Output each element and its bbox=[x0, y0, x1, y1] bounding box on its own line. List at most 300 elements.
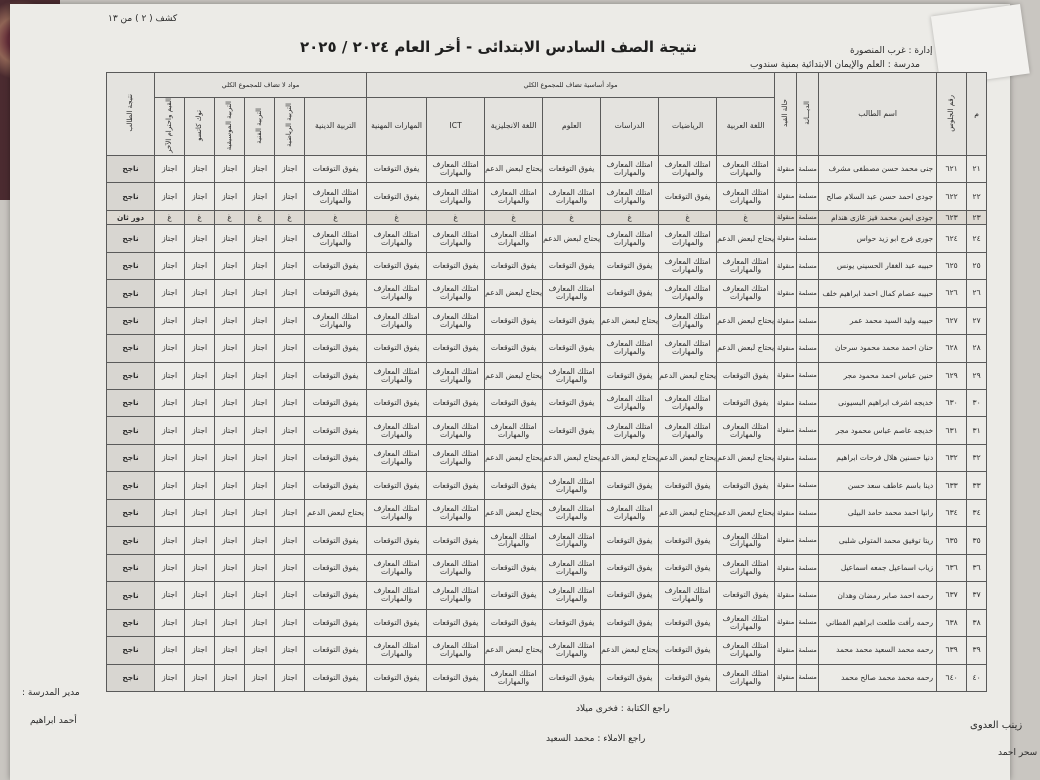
grade-cell: يفوق التوقعات bbox=[367, 527, 427, 554]
grade-cell: يفوق التوقعات bbox=[367, 664, 427, 691]
table-row bbox=[107, 335, 987, 362]
pass-cell: اجتاز bbox=[245, 335, 275, 362]
grade-cell: امتلك المعارف والمهارات bbox=[427, 280, 485, 307]
result-cell: ناجح bbox=[107, 362, 155, 389]
grade-cell: امتلك المعارف والمهارات bbox=[717, 155, 775, 182]
seat-number: ٦٢٧ bbox=[937, 307, 967, 334]
grade-cell: يفوق التوقعات bbox=[543, 335, 601, 362]
grade-cell: امتلك المعارف والمهارات bbox=[601, 390, 659, 417]
pass-cell: اجتاز bbox=[155, 664, 185, 691]
header-english: اللغة الانجليزية bbox=[485, 98, 543, 156]
grade-cell: غ bbox=[717, 210, 775, 225]
grade-cell: امتلك المعارف والمهارات bbox=[305, 225, 367, 252]
grade-cell: يفوق التوقعات bbox=[659, 554, 717, 581]
pass-cell: اجتاز bbox=[215, 335, 245, 362]
pass-cell: اجتاز bbox=[185, 390, 215, 417]
header-seat: رقم الجلوس bbox=[946, 94, 955, 132]
pass-cell: اجتاز bbox=[215, 280, 245, 307]
grade-cell: امتلك المعارف والمهارات bbox=[367, 499, 427, 526]
grade-cell: امتلك المعارف والمهارات bbox=[485, 664, 543, 691]
row-number: ٢٣ bbox=[967, 210, 987, 225]
religion-cell: مسلمة bbox=[797, 609, 819, 636]
pass-cell: اجتاز bbox=[275, 307, 305, 334]
grade-cell: غ bbox=[601, 210, 659, 225]
pass-cell: اجتاز bbox=[155, 444, 185, 471]
grade-cell: يفوق التوقعات bbox=[305, 527, 367, 554]
grade-cell: امتلك المعارف والمهارات bbox=[427, 307, 485, 334]
religion-cell: مسلمة bbox=[797, 554, 819, 581]
grade-cell: امتلك المعارف والمهارات bbox=[367, 417, 427, 444]
grade-cell: يفوق التوقعات bbox=[427, 472, 485, 499]
grade-cell: يحتاج لبعض الدعم bbox=[485, 444, 543, 471]
grade-cell: امتلك المعارف والمهارات bbox=[427, 582, 485, 609]
header-ict: ICT bbox=[427, 98, 485, 156]
pass-cell: غ bbox=[155, 210, 185, 225]
grade-cell: يفوق التوقعات bbox=[427, 609, 485, 636]
grade-cell: يحتاج لبعض الدعم bbox=[601, 637, 659, 664]
grade-cell: امتلك المعارف والمهارات bbox=[305, 183, 367, 210]
pass-cell: اجتاز bbox=[275, 637, 305, 664]
grade-cell: يحتاج لبعض الدعم bbox=[717, 225, 775, 252]
result-cell: ناجح bbox=[107, 444, 155, 471]
row-number: ٢١ bbox=[967, 155, 987, 182]
result-cell: ناجح bbox=[107, 280, 155, 307]
grade-cell: يحتاج لبعض الدعم bbox=[717, 335, 775, 362]
row-number: ٢٦ bbox=[967, 280, 987, 307]
grade-cell: امتلك المعارف والمهارات bbox=[427, 225, 485, 252]
seat-number: ٦٢١ bbox=[937, 155, 967, 182]
seat-number: ٦٢٨ bbox=[937, 335, 967, 362]
school-label: مدرسة : العلم والإيمان الابتدائية بمنية سندوب bbox=[750, 60, 920, 70]
header-religion: الديـــانة bbox=[802, 101, 811, 125]
table-row bbox=[107, 390, 987, 417]
student-name: رحمه رأفت طلعت ابراهيم الفطاني bbox=[819, 609, 937, 636]
pass-cell: اجتاز bbox=[275, 554, 305, 581]
pass-cell: اجتاز bbox=[185, 307, 215, 334]
status-cell: منقولة bbox=[775, 155, 797, 182]
header-music: التربية الموسيقية bbox=[224, 100, 233, 151]
grade-cell: امتلك المعارف والمهارات bbox=[427, 417, 485, 444]
grade-cell: امتلك المعارف والمهارات bbox=[543, 362, 601, 389]
grade-cell: يفوق التوقعات bbox=[601, 554, 659, 581]
grade-cell: يفوق التوقعات bbox=[367, 252, 427, 279]
signature-right-name: زينب العدوى bbox=[970, 720, 1023, 731]
grade-cell: يفوق التوقعات bbox=[367, 155, 427, 182]
grade-cell: امتلك المعارف والمهارات bbox=[601, 499, 659, 526]
grade-cell: يفوق التوقعات bbox=[543, 390, 601, 417]
table-row bbox=[107, 252, 987, 279]
student-name: دينا باسم عاطف سعد حسن bbox=[819, 472, 937, 499]
pass-cell: اجتاز bbox=[155, 527, 185, 554]
student-name: خديجه اشرف ابراهيم البسيونى bbox=[819, 390, 937, 417]
student-name: جودى احمد حسن عبد السلام صالح bbox=[819, 183, 937, 210]
religion-cell: مسلمة bbox=[797, 637, 819, 664]
seat-number: ٦٢٤ bbox=[937, 225, 967, 252]
page-number: كشف ( ٢ ) من ١٣ bbox=[108, 14, 178, 24]
grade-cell: امتلك المعارف والمهارات bbox=[427, 554, 485, 581]
grade-cell: يفوق التوقعات bbox=[305, 444, 367, 471]
grade-cell: امتلك المعارف والمهارات bbox=[427, 637, 485, 664]
row-number: ٣٧ bbox=[967, 582, 987, 609]
header-name: اسم الطالب bbox=[819, 73, 937, 156]
religion-cell: مسلمة bbox=[797, 225, 819, 252]
grade-cell: يفوق التوقعات bbox=[427, 664, 485, 691]
grade-cell: يحتاج لبعض الدعم bbox=[659, 362, 717, 389]
student-name: زياب اسماعيل جمعه اسماعيل bbox=[819, 554, 937, 581]
grade-cell: يفوق التوقعات bbox=[367, 335, 427, 362]
result-cell: ناجح bbox=[107, 335, 155, 362]
group-extra: مواد لا تضاف للمجموع الكلي bbox=[155, 73, 367, 98]
grade-cell: امتلك المعارف والمهارات bbox=[305, 307, 367, 334]
pass-cell: اجتاز bbox=[155, 335, 185, 362]
pass-cell: اجتاز bbox=[185, 155, 215, 182]
status-cell: منقولة bbox=[775, 444, 797, 471]
grade-cell: امتلك المعارف والمهارات bbox=[543, 527, 601, 554]
grade-cell: امتلك المعارف والمهارات bbox=[717, 183, 775, 210]
group-basic: مواد أساسية تضاف للمجموع الكلي bbox=[367, 73, 775, 98]
grade-cell: غ bbox=[367, 210, 427, 225]
seat-number: ٦٣٧ bbox=[937, 582, 967, 609]
administration-label: إدارة : غرب المنصورة bbox=[850, 46, 933, 56]
religion-cell: مسلمة bbox=[797, 499, 819, 526]
status-cell: منقولة bbox=[775, 472, 797, 499]
religion-cell: مسلمة bbox=[797, 582, 819, 609]
grade-cell: يفوق التوقعات bbox=[367, 472, 427, 499]
grade-cell: امتلك المعارف والمهارات bbox=[543, 582, 601, 609]
pass-cell: اجتاز bbox=[185, 335, 215, 362]
table-row bbox=[107, 183, 987, 210]
page-title: نتيجة الصف السادس الابتدائى - أخر العام ٢٠٢٤ / ٢٠٢٥ bbox=[300, 38, 698, 56]
pass-cell: اجتاز bbox=[155, 499, 185, 526]
pass-cell: اجتاز bbox=[275, 252, 305, 279]
grade-cell: يحتاج لبعض الدعم bbox=[601, 307, 659, 334]
grade-cell: امتلك المعارف والمهارات bbox=[367, 362, 427, 389]
result-cell: ناجح bbox=[107, 664, 155, 691]
grade-cell: امتلك المعارف والمهارات bbox=[367, 307, 427, 334]
student-name: رحمه محمد محمد صالح محمد bbox=[819, 664, 937, 691]
pass-cell: اجتاز bbox=[275, 417, 305, 444]
seat-number: ٦٢٢ bbox=[937, 183, 967, 210]
grade-cell: يفوق التوقعات bbox=[601, 472, 659, 499]
pass-cell: اجتاز bbox=[215, 417, 245, 444]
grade-cell: يفوق التوقعات bbox=[485, 252, 543, 279]
pass-cell: اجتاز bbox=[185, 582, 215, 609]
pass-cell: اجتاز bbox=[275, 527, 305, 554]
religion-cell: مسلمة bbox=[797, 362, 819, 389]
pass-cell: اجتاز bbox=[275, 225, 305, 252]
row-number: ٣٦ bbox=[967, 554, 987, 581]
grade-cell: يفوق التوقعات bbox=[543, 417, 601, 444]
religion-cell: مسلمة bbox=[797, 417, 819, 444]
pass-cell: غ bbox=[275, 210, 305, 225]
grade-cell: يفوق التوقعات bbox=[543, 609, 601, 636]
grade-cell: يحتاج لبعض الدعم bbox=[543, 225, 601, 252]
grade-cell: يفوق التوقعات bbox=[305, 582, 367, 609]
grade-cell: امتلك المعارف والمهارات bbox=[717, 280, 775, 307]
seat-number: ٦٣٠ bbox=[937, 390, 967, 417]
pass-cell: اجتاز bbox=[185, 444, 215, 471]
principal-label: مدير المدرسة : bbox=[22, 688, 80, 698]
student-name: ريتا توفيق محمد المتولى شلبى bbox=[819, 527, 937, 554]
grade-cell: امتلك المعارف والمهارات bbox=[717, 637, 775, 664]
student-name: رانيا احمد محمد حامد البيلى bbox=[819, 499, 937, 526]
grade-cell: امتلك المعارف والمهارات bbox=[427, 444, 485, 471]
pass-cell: اجتاز bbox=[245, 225, 275, 252]
header-art: التربية الفنية bbox=[254, 107, 263, 144]
seat-number: ٦٣٨ bbox=[937, 609, 967, 636]
pass-cell: اجتاز bbox=[215, 609, 245, 636]
row-number: ٣٨ bbox=[967, 609, 987, 636]
pass-cell: اجتاز bbox=[155, 637, 185, 664]
pass-cell: اجتاز bbox=[185, 637, 215, 664]
grade-cell: امتلك المعارف والمهارات bbox=[367, 225, 427, 252]
student-name: جودى ايمن محمد فيز غازى هندام bbox=[819, 210, 937, 225]
pass-cell: اجتاز bbox=[215, 155, 245, 182]
religion-cell: مسلمة bbox=[797, 307, 819, 334]
grade-cell: امتلك المعارف والمهارات bbox=[543, 554, 601, 581]
pass-cell: اجتاز bbox=[155, 280, 185, 307]
pass-cell: اجتاز bbox=[185, 527, 215, 554]
status-cell: منقولة bbox=[775, 362, 797, 389]
seat-number: ٦٤٠ bbox=[937, 664, 967, 691]
table-row bbox=[107, 472, 987, 499]
status-cell: منقولة bbox=[775, 527, 797, 554]
status-cell: منقولة bbox=[775, 280, 797, 307]
pass-cell: اجتاز bbox=[185, 183, 215, 210]
writing-review: راجع الكتابة : فخرى ميلاد bbox=[576, 704, 670, 714]
grade-cell: يفوق التوقعات bbox=[659, 472, 717, 499]
row-number: ٣٣ bbox=[967, 472, 987, 499]
table-row bbox=[107, 582, 987, 609]
result-cell: ناجح bbox=[107, 390, 155, 417]
row-number: ٢٢ bbox=[967, 183, 987, 210]
grade-cell: امتلك المعارف والمهارات bbox=[485, 417, 543, 444]
pass-cell: اجتاز bbox=[245, 252, 275, 279]
pass-cell: اجتاز bbox=[245, 307, 275, 334]
status-cell: منقولة bbox=[775, 183, 797, 210]
grade-cell: امتلك المعارف والمهارات bbox=[659, 390, 717, 417]
status-cell: منقولة bbox=[775, 499, 797, 526]
results-sheet bbox=[10, 4, 1038, 780]
pass-cell: اجتاز bbox=[245, 280, 275, 307]
grade-cell: امتلك المعارف والمهارات bbox=[485, 225, 543, 252]
pass-cell: اجتاز bbox=[155, 582, 185, 609]
result-cell: ناجح bbox=[107, 527, 155, 554]
student-name: رحمه محمد السعيد محمد محمد bbox=[819, 637, 937, 664]
grade-cell: يفوق التوقعات bbox=[543, 155, 601, 182]
header-m: م bbox=[967, 73, 987, 156]
grade-cell: يحتاج لبعض الدعم bbox=[717, 499, 775, 526]
grade-cell: امتلك المعارف والمهارات bbox=[717, 664, 775, 691]
pass-cell: اجتاز bbox=[245, 637, 275, 664]
grade-cell: يفوق التوقعات bbox=[305, 637, 367, 664]
grade-cell: يفوق التوقعات bbox=[367, 183, 427, 210]
student-name: رحمه احمد صابر رمضان وهدان bbox=[819, 582, 937, 609]
grade-cell: يفوق التوقعات bbox=[305, 362, 367, 389]
grade-cell: امتلك المعارف والمهارات bbox=[367, 554, 427, 581]
status-cell: منقولة bbox=[775, 335, 797, 362]
pass-cell: اجتاز bbox=[275, 280, 305, 307]
pass-cell: اجتاز bbox=[215, 637, 245, 664]
table-row bbox=[107, 417, 987, 444]
grade-cell: امتلك المعارف والمهارات bbox=[717, 554, 775, 581]
pass-cell: اجتاز bbox=[245, 554, 275, 581]
status-cell: منقولة bbox=[775, 609, 797, 636]
pass-cell: اجتاز bbox=[185, 252, 215, 279]
table-row bbox=[107, 210, 987, 225]
grade-cell: يفوق التوقعات bbox=[601, 582, 659, 609]
result-cell: ناجح bbox=[107, 554, 155, 581]
grade-cell: يفوق التوقعات bbox=[427, 390, 485, 417]
header-tok: توك كاتسو bbox=[194, 110, 203, 141]
pass-cell: اجتاز bbox=[215, 362, 245, 389]
pass-cell: اجتاز bbox=[155, 307, 185, 334]
status-cell: منقولة bbox=[775, 252, 797, 279]
grade-cell: امتلك المعارف والمهارات bbox=[601, 155, 659, 182]
religion-cell: مسلمة bbox=[797, 472, 819, 499]
grade-cell: امتلك المعارف والمهارات bbox=[543, 637, 601, 664]
pass-cell: اجتاز bbox=[155, 390, 185, 417]
pass-cell: اجتاز bbox=[245, 527, 275, 554]
student-name: خديجه عاصم عباس محمود مجر bbox=[819, 417, 937, 444]
row-number: ٢٧ bbox=[967, 307, 987, 334]
grade-cell: يفوق التوقعات bbox=[305, 664, 367, 691]
grade-cell: امتلك المعارف والمهارات bbox=[659, 417, 717, 444]
student-name: حبيبه وليد السيد محمد عمر bbox=[819, 307, 937, 334]
religion-cell: مسلمة bbox=[797, 390, 819, 417]
header-result: نتيجة الطالب bbox=[125, 94, 134, 132]
grade-cell: يفوق التوقعات bbox=[717, 362, 775, 389]
grade-cell: يفوق التوقعات bbox=[485, 335, 543, 362]
religion-cell: مسلمة bbox=[797, 252, 819, 279]
student-name: جورى فرج ابو زيد حواس bbox=[819, 225, 937, 252]
table-row bbox=[107, 637, 987, 664]
row-number: ٣٥ bbox=[967, 527, 987, 554]
grade-cell: امتلك المعارف والمهارات bbox=[659, 155, 717, 182]
grade-cell: امتلك المعارف والمهارات bbox=[717, 527, 775, 554]
table-row bbox=[107, 444, 987, 471]
status-cell: منقولة bbox=[775, 417, 797, 444]
pass-cell: اجتاز bbox=[275, 183, 305, 210]
pass-cell: اجتاز bbox=[155, 554, 185, 581]
pass-cell: اجتاز bbox=[215, 444, 245, 471]
grade-cell: يحتاج لبعض الدعم bbox=[717, 444, 775, 471]
grade-cell: يفوق التوقعات bbox=[717, 472, 775, 499]
pass-cell: اجتاز bbox=[185, 417, 215, 444]
pass-cell: اجتاز bbox=[215, 527, 245, 554]
seat-number: ٦٣٣ bbox=[937, 472, 967, 499]
pass-cell: غ bbox=[185, 210, 215, 225]
header-science: العلوم bbox=[543, 98, 601, 156]
grade-cell: يفوق التوقعات bbox=[601, 609, 659, 636]
pass-cell: اجتاز bbox=[155, 472, 185, 499]
pass-cell: اجتاز bbox=[275, 390, 305, 417]
pass-cell: اجتاز bbox=[215, 472, 245, 499]
pass-cell: اجتاز bbox=[275, 362, 305, 389]
religion-cell: مسلمة bbox=[797, 155, 819, 182]
religion-cell: مسلمة bbox=[797, 210, 819, 225]
results-table bbox=[106, 72, 987, 692]
table-row bbox=[107, 527, 987, 554]
pass-cell: اجتاز bbox=[275, 582, 305, 609]
pass-cell: اجتاز bbox=[275, 609, 305, 636]
pass-cell: اجتاز bbox=[245, 664, 275, 691]
grade-cell: امتلك المعارف والمهارات bbox=[485, 527, 543, 554]
religion-cell: مسلمة bbox=[797, 183, 819, 210]
grade-cell: يفوق التوقعات bbox=[601, 280, 659, 307]
grade-cell: يفوق التوقعات bbox=[659, 664, 717, 691]
grade-cell: يفوق التوقعات bbox=[601, 664, 659, 691]
grade-cell: يفوق التوقعات bbox=[659, 637, 717, 664]
result-cell: ناجح bbox=[107, 252, 155, 279]
grade-cell: يفوق التوقعات bbox=[305, 155, 367, 182]
result-cell: ناجح bbox=[107, 183, 155, 210]
grade-cell: يفوق التوقعات bbox=[367, 390, 427, 417]
grade-cell: يحتاج لبعض الدعم bbox=[485, 637, 543, 664]
result-cell: ناجح bbox=[107, 307, 155, 334]
grade-cell: يحتاج لبعض الدعم bbox=[659, 444, 717, 471]
seat-number: ٦٣٥ bbox=[937, 527, 967, 554]
grade-cell: يحتاج لبعض الدعم bbox=[485, 155, 543, 182]
pass-cell: اجتاز bbox=[215, 499, 245, 526]
grade-cell: امتلك المعارف والمهارات bbox=[543, 183, 601, 210]
student-name: حنان احمد محمد محمود سرحان bbox=[819, 335, 937, 362]
pass-cell: اجتاز bbox=[155, 183, 185, 210]
grade-cell: يفوق التوقعات bbox=[305, 417, 367, 444]
grade-cell: يفوق التوقعات bbox=[305, 472, 367, 499]
pass-cell: اجتاز bbox=[155, 609, 185, 636]
grade-cell: امتلك المعارف والمهارات bbox=[717, 417, 775, 444]
grade-cell: امتلك المعارف والمهارات bbox=[659, 252, 717, 279]
row-number: ٣٠ bbox=[967, 390, 987, 417]
grade-cell: يحتاج لبعض الدعم bbox=[485, 362, 543, 389]
row-number: ٣١ bbox=[967, 417, 987, 444]
grade-cell: يفوق التوقعات bbox=[427, 335, 485, 362]
grade-cell: امتلك المعارف والمهارات bbox=[659, 280, 717, 307]
status-cell: منقولة bbox=[775, 390, 797, 417]
table-row bbox=[107, 499, 987, 526]
status-cell: منقولة bbox=[775, 210, 797, 225]
student-name: حنين عباس احمد محمود مجر bbox=[819, 362, 937, 389]
grade-cell: يفوق التوقعات bbox=[485, 554, 543, 581]
grade-cell: امتلك المعارف والمهارات bbox=[659, 582, 717, 609]
pass-cell: اجتاز bbox=[215, 582, 245, 609]
result-cell: ناجح bbox=[107, 637, 155, 664]
pass-cell: اجتاز bbox=[155, 225, 185, 252]
row-number: ٢٨ bbox=[967, 335, 987, 362]
grade-cell: امتلك المعارف والمهارات bbox=[367, 444, 427, 471]
result-cell: ناجح bbox=[107, 499, 155, 526]
grade-cell: يفوق التوقعات bbox=[601, 252, 659, 279]
row-number: ٣٩ bbox=[967, 637, 987, 664]
dictation-review: راجع الاملاء : محمد السعيد bbox=[546, 734, 646, 744]
row-number: ٢٥ bbox=[967, 252, 987, 279]
grade-cell: يفوق التوقعات bbox=[427, 252, 485, 279]
table-row bbox=[107, 609, 987, 636]
grade-cell: يفوق التوقعات bbox=[485, 472, 543, 499]
grade-cell: يحتاج لبعض الدعم bbox=[717, 307, 775, 334]
grade-cell: امتلك المعارف والمهارات bbox=[659, 307, 717, 334]
result-cell: دور ثان bbox=[107, 210, 155, 225]
grade-cell: يحتاج لبعض الدعم bbox=[543, 444, 601, 471]
header-math: الرياضيات bbox=[659, 98, 717, 156]
seat-number: ٦٣٤ bbox=[937, 499, 967, 526]
seat-number: ٦٣٢ bbox=[937, 444, 967, 471]
grade-cell: يفوق التوقعات bbox=[305, 335, 367, 362]
grade-cell: امتلك المعارف والمهارات bbox=[427, 499, 485, 526]
grade-cell: يحتاج لبعض الدعم bbox=[659, 499, 717, 526]
table-row bbox=[107, 307, 987, 334]
